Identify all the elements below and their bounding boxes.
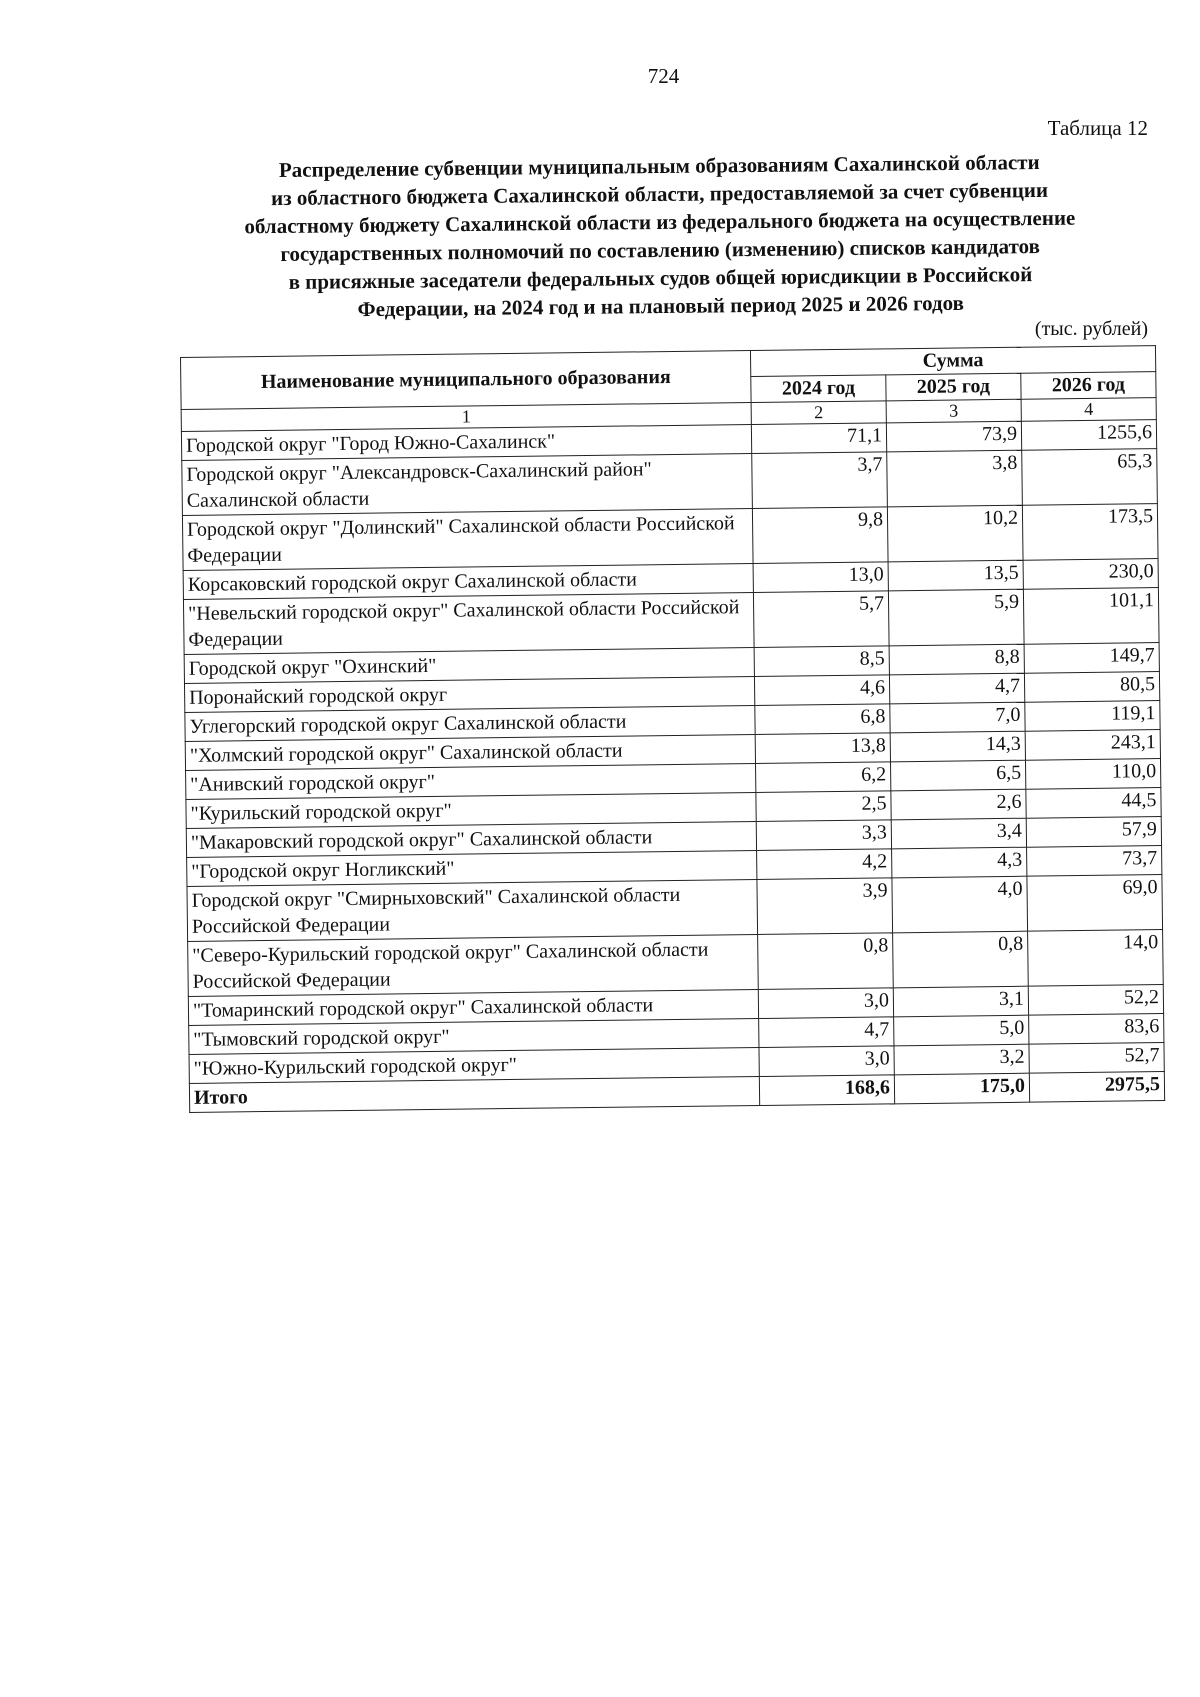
value-2025: 2,6 [891,789,1026,820]
municipality-name: "Холмский городской округ" Сахалинской области [185,735,755,771]
table-label: Таблица 12 [1047,116,1148,140]
municipality-name: Углегорский городской округ Сахалинской области [185,706,755,742]
value-2025: 5,0 [894,1015,1029,1046]
header-year-2026: 2026 год [1021,372,1156,400]
municipality-name: Поронайский городской округ [184,677,754,713]
value-2025: 13,5 [888,560,1023,591]
value-2025: 73,9 [886,421,1021,452]
value-2025: 4,0 [892,876,1028,933]
title-line: в присяжные заседатели федеральных судов общей юрисдикции в Российской [288,262,1033,294]
value-2024: 5,7 [753,591,889,648]
value-2026: 57,9 [1026,817,1161,848]
title-line: из областного бюджета Сахалинской области, предоставляемой за счет субвенции [270,177,1049,211]
value-2024: 9,8 [752,507,888,564]
value-2026: 65,3 [1022,449,1158,506]
value-2026: 230,0 [1023,559,1158,590]
value-2025: 4,3 [892,847,1027,878]
value-2025: 6,5 [890,760,1025,791]
municipality-name: "Южно-Курильский городской округ" [189,1047,759,1083]
header-year-2024: 2024 год [751,375,886,403]
municipality-name: "Северо-Курильский городской округ" Сахалинской области Российской Федерации [188,934,759,996]
column-index: 1 [181,403,751,432]
value-2026: 173,5 [1022,504,1158,561]
header-sum: Сумма [750,346,1155,377]
municipality-name: Городской округ "Смирныховский" Сахалинской области Российской Федерации [187,879,758,941]
value-2026: 243,1 [1025,730,1160,761]
value-2026: 52,7 [1029,1043,1164,1074]
value-2026: 14,0 [1028,930,1164,987]
municipality-name: Городской округ "Охинский" [184,648,754,684]
value-2026: 149,7 [1024,643,1159,674]
column-index: 2 [751,401,886,425]
title-line: Распределение субвенции муниципальным образованиям Сахалинской области [278,150,1040,182]
municipality-name: "Макаровский городской округ" Сахалинской области [186,821,756,857]
header-municipality: Наименование муниципального образования [181,351,752,410]
value-2024: 13,8 [755,733,890,764]
municipality-name: Корсаковский городской округ Сахалинской области [183,564,753,600]
value-2025: 3,1 [893,986,1028,1017]
value-2026: 101,1 [1023,588,1159,645]
column-index: 3 [886,399,1021,423]
value-2025: 0,8 [893,931,1029,988]
subvention-table-wrapper [180,345,1164,1113]
value-2024: 3,3 [756,820,891,851]
value-2024: 3,7 [752,452,888,509]
value-2026: 119,1 [1025,701,1160,732]
value-2024: 4,2 [757,849,892,880]
value-2026: 83,6 [1029,1014,1164,1045]
value-2024: 2,5 [756,791,891,822]
column-index: 4 [1021,398,1156,422]
subvention-table [180,345,1165,1113]
total-label: Итого [189,1076,759,1112]
value-2024: 13,0 [753,562,888,593]
value-2024: 71,1 [751,423,886,454]
value-2025: 3,4 [891,818,1026,849]
municipality-name: "Городской округ Ногликский" [187,850,757,886]
municipality-name: "Невельский городской округ" Сахалинской области Российской Федерации [183,593,754,655]
municipality-name: "Курильский городской округ" [186,792,756,828]
value-2025: 3,8 [887,450,1023,507]
municipality-name: Городской округ "Город Южно-Сахалинск" [181,425,751,461]
value-2025: 14,3 [890,731,1025,762]
value-2024: 4,6 [754,675,889,706]
value-2024: 0,8 [758,933,894,990]
value-2024: 4,7 [759,1017,894,1048]
value-2025: 8,8 [889,644,1024,675]
value-2025: 7,0 [890,702,1025,733]
value-2024: 3,9 [757,878,893,935]
value-2024: 8,5 [754,646,889,677]
title-line: государственных полномочий по составлению (изменению) списков кандидатов [280,234,1041,266]
page-number: 724 [647,64,680,88]
municipality-name: "Тымовский городской округ" [189,1018,759,1054]
table-body [181,420,1164,1084]
value-2025: 4,7 [889,673,1024,704]
units-label: (тыс. рублей) [1034,318,1148,340]
value-2025: 10,2 [887,505,1023,562]
value-2024: 6,2 [756,762,891,793]
total-2024: 168,6 [759,1075,894,1106]
municipality-name: Городской округ "Долинский" Сахалинской области Российской Федерации [182,509,753,571]
total-2026: 2975,5 [1029,1072,1164,1103]
value-2026: 44,5 [1026,788,1161,819]
header-year-2025: 2025 год [886,373,1021,401]
value-2025: 3,2 [894,1044,1029,1075]
municipality-name: Городской округ "Александровск-Сахалинский район" Сахалинской области [182,454,753,516]
value-2026: 52,2 [1028,985,1163,1016]
value-2026: 69,0 [1027,875,1163,932]
title-line: Федерации, на 2024 год и на плановый период 2025 и 2026 годов [357,290,964,322]
total-2025: 175,0 [894,1073,1029,1104]
value-2026: 73,7 [1027,846,1162,877]
title-line: областному бюджету Сахалинской области из федерального бюджета на осуществление [244,205,1076,239]
municipality-name: "Анивский городской округ" [186,763,756,799]
value-2026: 110,0 [1025,759,1160,790]
value-2026: 1255,6 [1021,420,1156,451]
value-2026: 80,5 [1024,672,1159,703]
value-2025: 5,9 [888,589,1024,646]
document-title [159,147,1161,325]
value-2024: 3,0 [759,1046,894,1077]
value-2024: 6,8 [755,704,890,735]
municipality-name: "Томаринский городской округ" Сахалинской области [188,989,758,1025]
value-2024: 3,0 [758,988,893,1019]
